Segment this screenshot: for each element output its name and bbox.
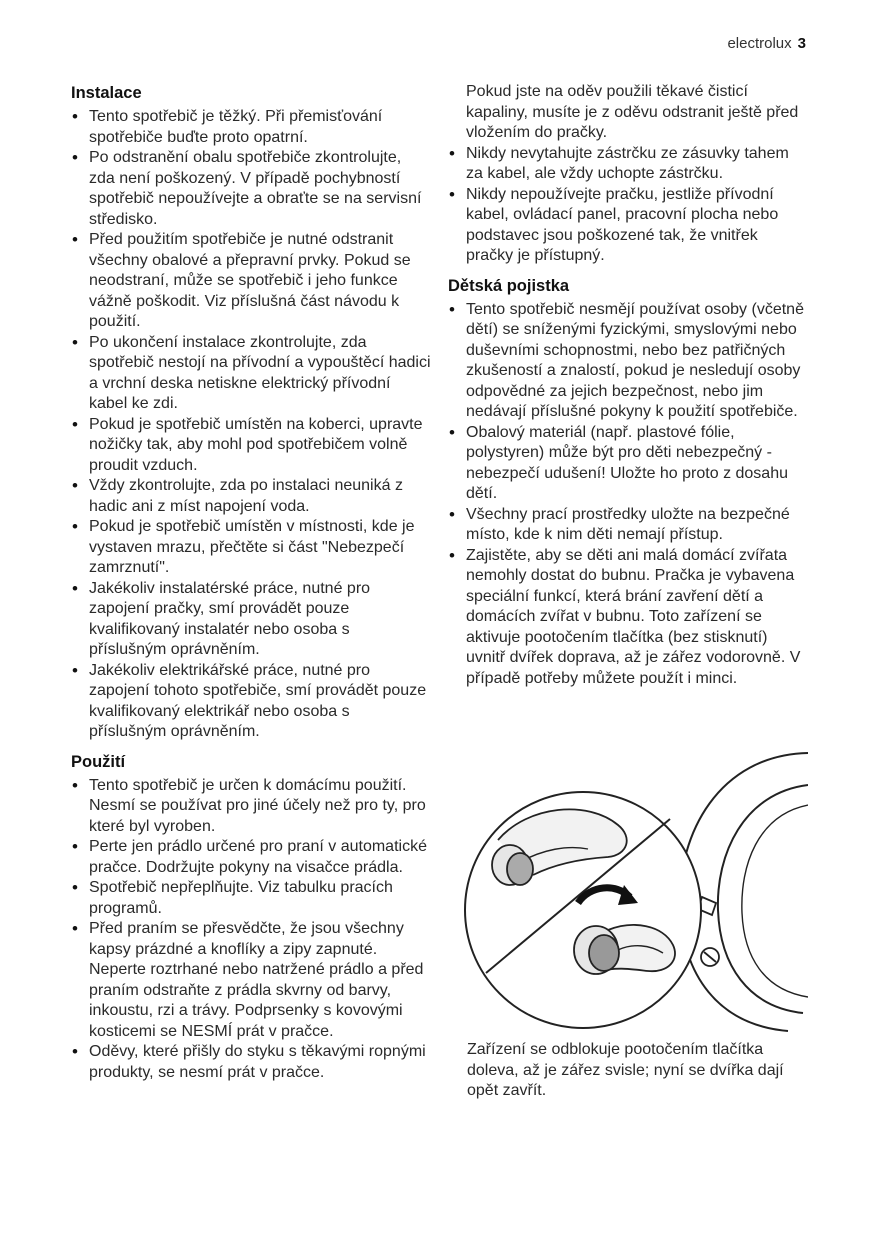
list-item: • Jakékoliv elektrikářské práce, nutné pro zapojení tohoto spotřebiče, smí provádět pouze kvalifikovaný elektrikář nebo osoba s příslušným oprávněním. [71,661,431,743]
list-item: • Oděvy, které přišly do styku s těkavými ropnými produkty, se nesmí prát v pračce. [71,1042,431,1083]
list-item: • Tento spotřebič je těžký. Při přemisťování spotřebiče buďte proto opatrní. [71,107,431,148]
page-number: 3 [797,35,806,52]
usage-list [71,776,431,1084]
usage-heading: Použití [71,752,126,771]
child-safety-heading: Dětská pojistka [448,276,570,295]
list-item: • Všechny prací prostředky uložte na bezpečné místo, kde k nim děti nemají přístup. [448,505,808,546]
child-lock-illustration [458,745,808,1035]
list-item: • Spotřebič nepřeplňujte. Viz tabulku pracích programů. [71,878,431,919]
brand-name: electrolux [727,35,792,52]
list-item: • Před použitím spotřebiče je nutné odstranit všechny obalové a přepravní prvky. Pokud se neodstraní, může se spotřebič i jeho funkce vážně poškodit. Viz příslušná část návodu k použití. [71,230,431,333]
list-item: • Vždy zkontrolujte, zda po instalaci neuniká z hadic ani z míst napojení voda. [71,476,431,517]
magnified-view [465,792,701,1028]
list-item: • Perte jen prádlo určené pro praní v automatické pračce. Dodržujte pokyny na visačce prádla. [71,837,431,878]
list-item: • Zajistěte, aby se děti ani malá domácí zvířata nemohly dostat do bubnu. Pračka je vybavena speciální funkcí, která brání zavření dětí a domácích zvířat v bubnu. Toto zařízení se aktivuje pootočením tlačítka (bez stisknutí) uvnitř dvířek doprava, až je zářez vodorovně. V případě potřeby můžete použít i minci. [448,546,808,690]
list-item: • Nikdy nevytahujte zástrčku ze zásuvky tahem za kabel, ale vždy uchopte zástrčku. [448,144,808,185]
list-item: • Pokud je spotřebič umístěn v místnosti, kde je vystaven mrazu, přečtěte si část "Nebezpečí zamrznutí". [71,517,431,579]
list-item: • Tento spotřebič nesmějí používat osoby (včetně dětí) se sníženými fyzickými, smyslovými nebo duševními schopnostmi, nebo bez patřičných zkušeností a znalostí, pokud je nesledují osoby odpovědné za jejich bezpečnost, nebo jim nedávají příslušné pokyny k použití spotřebiče. [448,300,808,423]
figure-caption: Zařízení se odblokuje pootočením tlačítka doleva, až je zářez svisle; nyní se dvířka dají opět zavřít. [467,1041,784,1099]
list-item: • Před praním se přesvědčte, že jsou všechny kapsy prázdné a knoflíky a zipy zapnuté. Neperte roztrhané nebo natržené prádlo a před praním odstraňte z prádla skvrny od barvy, inkoustu, rzi a trávy. Podprsenky s kovovými kosticemi se NESMÍ prát v pračce. [71,919,431,1042]
installation-list [71,107,431,743]
left-column [71,82,431,1083]
list-item: • Tento spotřebič je určen k domácímu použití. Nesmí se používat pro jiné účely než pro ty, pro které byl vyroben. [71,776,431,838]
lock-knob-small [701,948,719,966]
list-item: • Nikdy nepoužívejte pračku, jestliže přívodní kabel, ovládací panel, pracovní plocha nebo podstavec jsou poškozené tak, že vnitřek pračky je přístupný. [448,185,808,267]
usage-list-continued [448,144,808,267]
page-header [727,35,806,52]
installation-heading: Instalace [71,84,142,102]
list-item: • Po odstranění obalu spotřebiče zkontrolujte, zda není poškozený. V případě pochybností spotřebič nepoužívejte a obraťte se na servisní středisko. [71,148,431,230]
continued-text: Pokud jste na oděv použili těkavé čisticí kapaliny, musíte je z oděvu odstranit ještě před vložením do pračky. [466,83,799,141]
right-column [448,82,808,689]
list-item: • Jakékoliv instalatérské práce, nutné pro zapojení pračky, smí provádět pouze kvalifikovaný instalatér nebo osoba s příslušným oprávněním. [71,579,431,661]
list-item: • Obalový materiál (např. plastové fólie, polystyren) může být pro děti nebezpečný - nebezpečí udušení! Uložte ho proto z dosahu dětí. [448,423,808,505]
list-item: • Po ukončení instalace zkontrolujte, zda spotřebič nestojí na přívodní a vypouštěcí hadici a vrchní deska netiskne elektrický přívodní kabel ke zdi. [71,333,431,415]
knob-lower [574,926,619,974]
list-item: • Pokud je spotřebič umístěn na koberci, upravte nožičky tak, aby mohl pod spotřebičem volně proudit vzduch. [71,415,431,477]
child-safety-list [448,300,808,690]
